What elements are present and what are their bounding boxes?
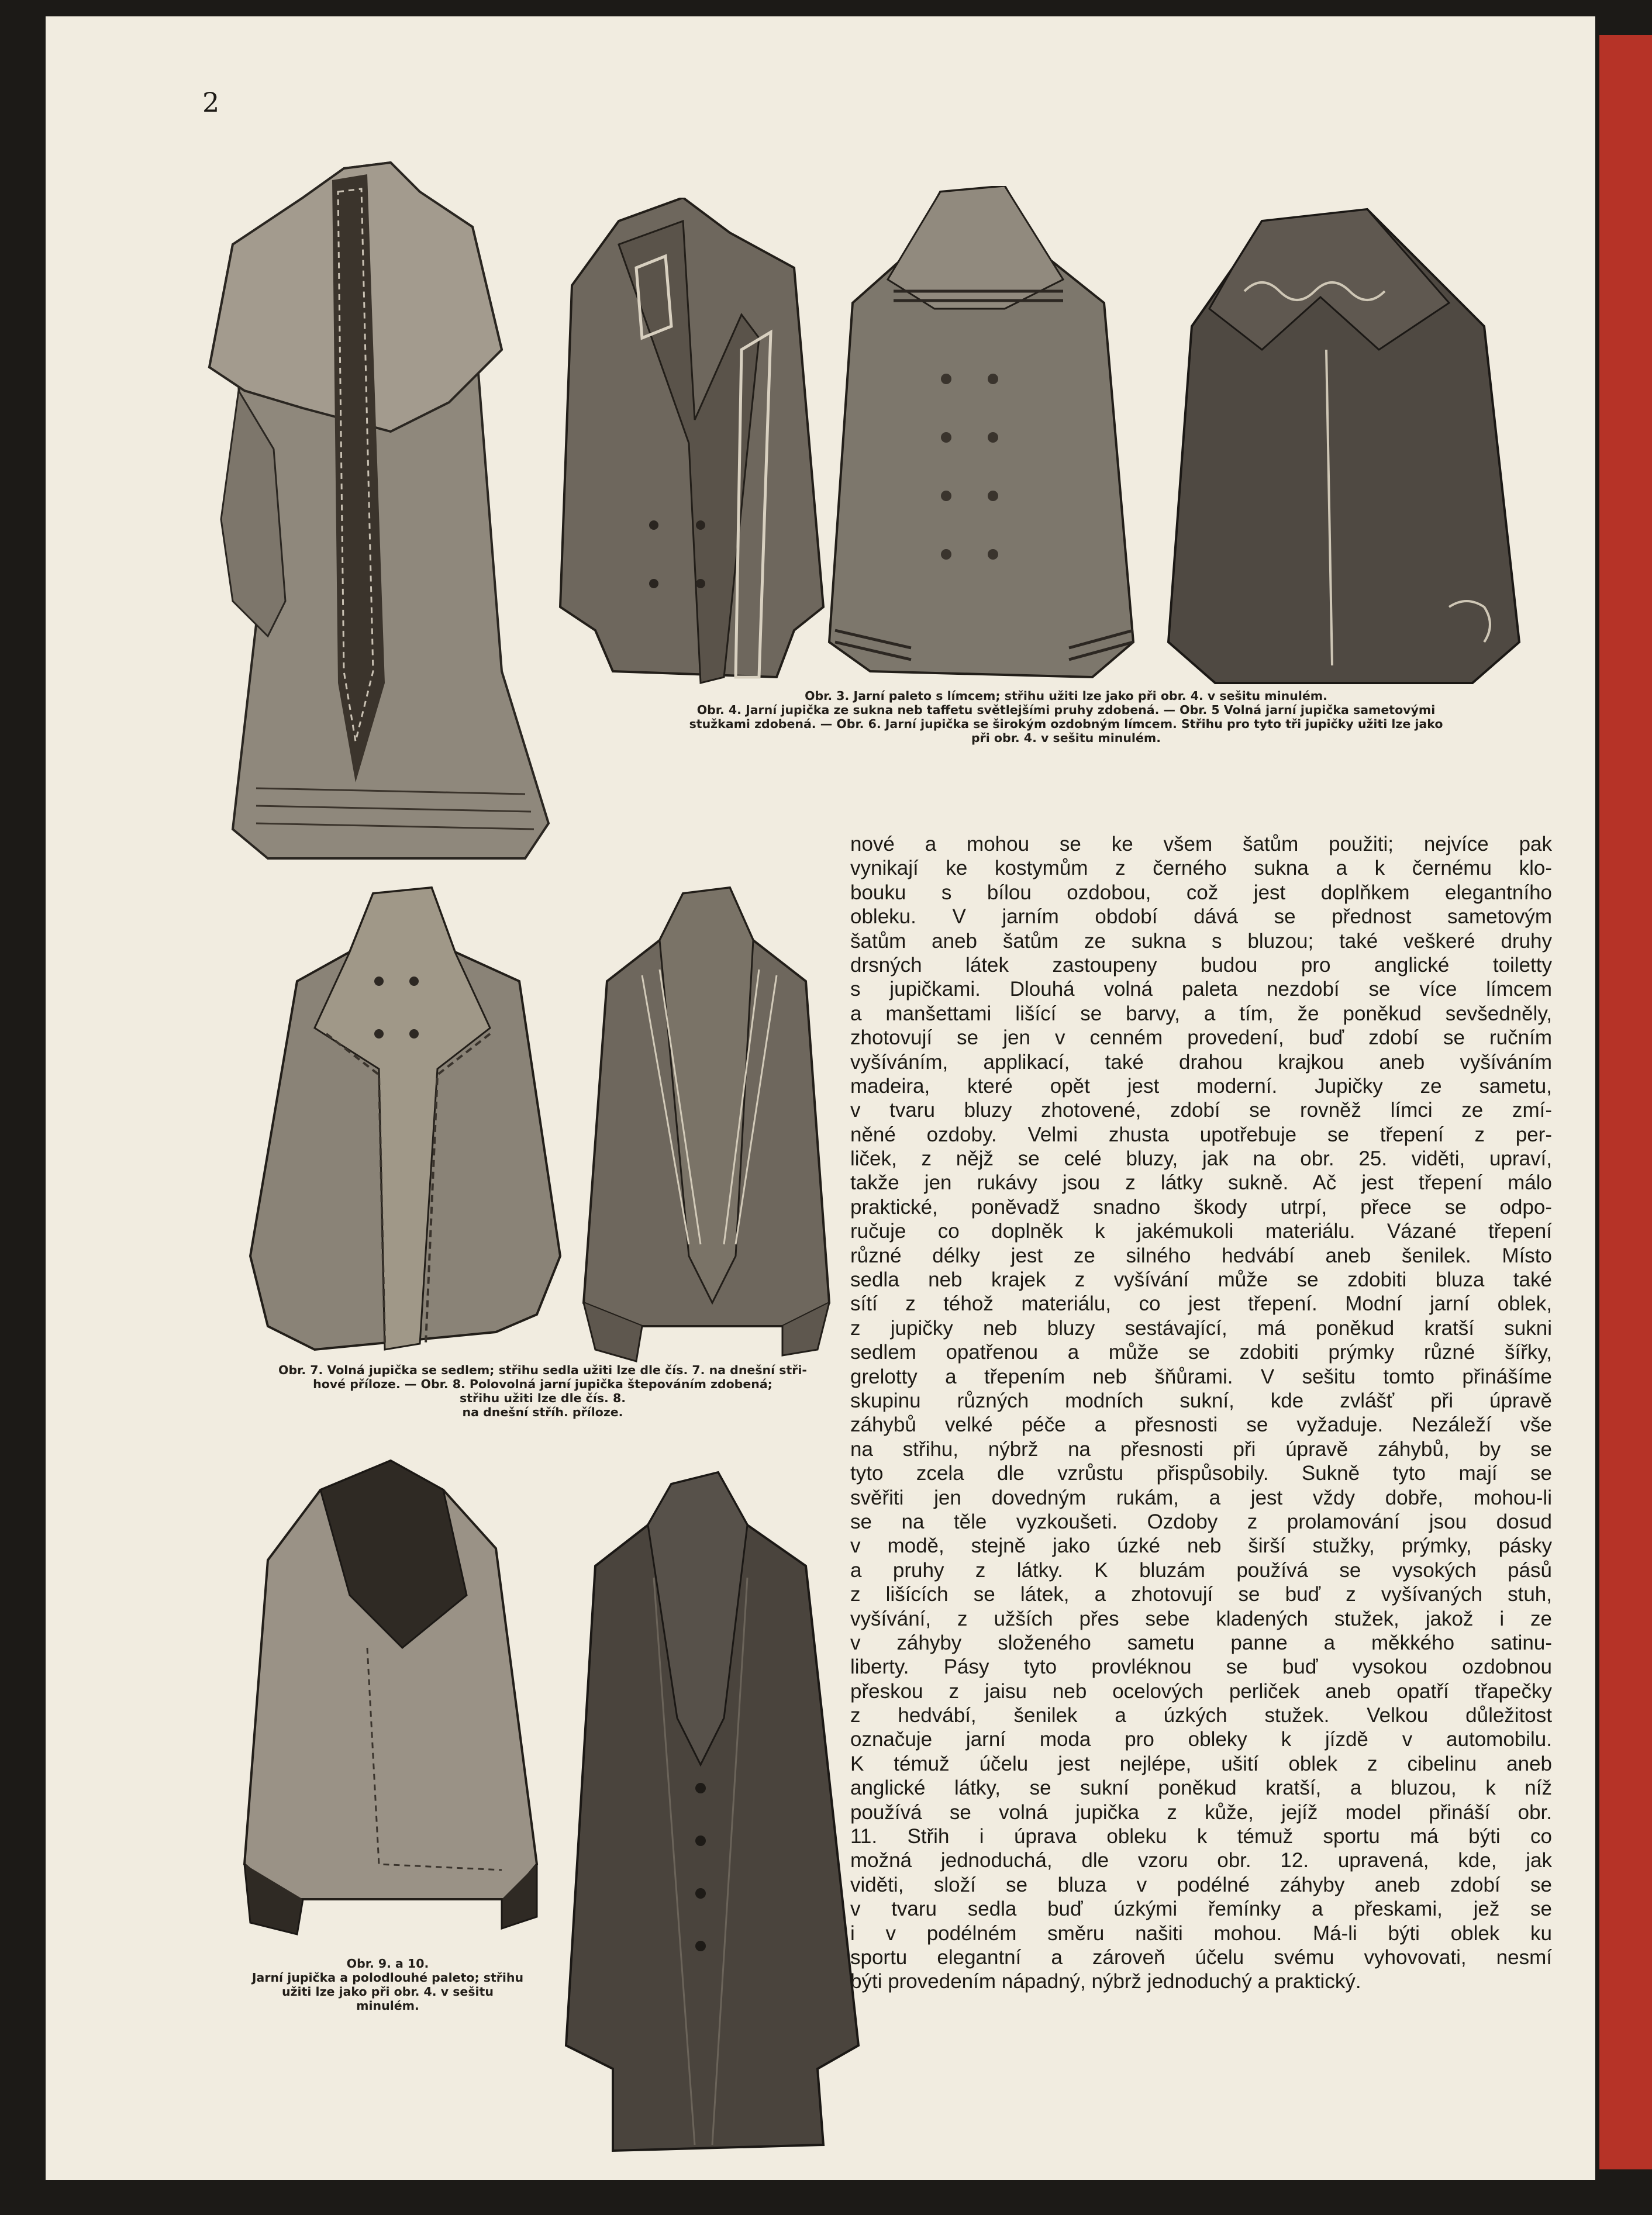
body-line: označuje jarní moda pro obleky k jízdě v automobilu.: [850, 1728, 1552, 1751]
body-line: viděti, složí se bluza v podélné záhyby aneb zdobí se: [850, 1873, 1552, 1896]
body-line: 11. Střih i úprava obleku k témuž sportu má býti co: [850, 1825, 1552, 1848]
body-line: sedla neb krajek z vyšívání může se zdobiti bluza také: [850, 1268, 1552, 1292]
body-line: takže jen rukávy jsou z látky sukně. Ač jest třepení málo: [850, 1171, 1552, 1195]
body-line: drsných látek zastoupeny budou pro anglické toiletty: [850, 953, 1552, 977]
body-line: praktické, poněvadž snadno škody utrpí, přece se odpo-: [850, 1195, 1552, 1219]
figure-5-loose-spring-jacket-velvet-ribbons: [818, 186, 1145, 689]
caption-line: při obr. 4. v sešitu minulém.: [971, 731, 1161, 745]
figure-4-spring-jacket-with-taffeta-stripes: [549, 198, 829, 695]
caption-line: na dnešní stříh. příloze.: [462, 1405, 623, 1419]
body-line: obleku. V jarním období dává se přednost sametovým: [850, 905, 1552, 929]
body-line: v tvaru bluzy zhotovené, zdobí se rovněž límci ze zmí-: [850, 1099, 1552, 1122]
caption-figures-9-and-10: [215, 1957, 560, 2013]
body-line: liberty. Pásy tyto provléknou se buď vysokou ozdobnou: [850, 1655, 1552, 1679]
body-line: bouku s bílou ozdobou, což jest doplňkem elegantního: [850, 881, 1552, 904]
caption-line: Jarní jupička a polodlouhé paleto; střihu: [251, 1971, 524, 1985]
body-line: záhybů velké péče a přesnosti se vyžaduje. Nezáleží vše: [850, 1413, 1552, 1437]
body-line: z jupičky neb bluzy sestávající, má poněkud kratší sukni: [850, 1316, 1552, 1340]
caption-line: stužkami zdobená. — Obr. 6. Jarní jupička se širokým ozdobným límcem. Střihu pro tyto tři jupičky užiti lze jako: [689, 717, 1443, 731]
body-line: anglické látky, se sukní poněkud kratší, a bluzou, k níž: [850, 1776, 1552, 1800]
body-line: se na těle vyzkoušeti. Ozdoby z prolamování jsou dosud: [850, 1510, 1552, 1533]
figure-3-spring-paletot-with-cape-collar: [198, 157, 572, 870]
body-line: šatům aneb šatům ze sukna s bluzou; také veškeré druhy: [850, 929, 1552, 953]
body-line: madeira, které opět jest moderní. Jupičky ze sametu,: [850, 1074, 1552, 1098]
body-line: skupinu různých modních sukní, kde zvlášť při úpravě: [850, 1389, 1552, 1412]
page-number: 2: [202, 87, 220, 118]
body-line: přeskou z jaisu neb ocelových perliček aneb opatří třapečky: [850, 1679, 1552, 1703]
body-line: v tvaru sedla buď úzkými řemínky a přeskami, jež se: [850, 1897, 1552, 1921]
body-line: sítí z téhož materiálu, co jest třepení. Modní jarní oblek,: [850, 1292, 1552, 1316]
body-line: vyšívání, z užších přes sebe kladených stužek, jakož i ze: [850, 1607, 1552, 1630]
caption-line: střihu užiti lze dle čís. 8.: [459, 1391, 626, 1405]
body-line: svěřiti jen dovedným rukám, a jest vždy dobře, mohou-li: [850, 1486, 1552, 1509]
body-line: ručuje co doplněk k jakémukoli materiálu. Vázané třepení: [850, 1220, 1552, 1243]
figure-10-half-length-paletot: [549, 1461, 876, 2162]
body-line: v záhyby složeného sametu panne a měkkého satinu-: [850, 1631, 1552, 1654]
body-line: v modě, stejně jako úzké neb širší stužky, prýmky, pásky: [850, 1534, 1552, 1558]
body-line: tyto zcela dle vzrůstu přispůsobily. Sukně tyto mají se: [850, 1462, 1552, 1485]
body-line: různé délky jest ze silného hedvábí aneb šenilek. Místo: [850, 1244, 1552, 1267]
body-line: něné ozdoby. Velmi zhusta upotřebuje se třepení z per-: [850, 1123, 1552, 1146]
caption-figures-7-and-8: [192, 1363, 894, 1419]
body-line: i v podélném směru našiti mohou. Má-li býti oblek ku: [850, 1921, 1552, 1945]
figure-6-spring-jacket-wide-ornamental-collar: [1145, 198, 1543, 695]
body-line: z hedvábí, šenilek a úzkých stužek. Velkou důležitost: [850, 1704, 1552, 1727]
caption-line: Obr. 7. Volná jupička se sedlem; střihu sedla užiti lze dle čís. 7. na dnešní stři-: [278, 1363, 807, 1377]
body-line: K témuž účelu jest nejlépe, ušití oblek z cibelinu aneb: [850, 1752, 1552, 1775]
magazine-page: [46, 16, 1595, 2180]
body-line: používá se volná jupička z kůže, jejíž model přináší obr.: [850, 1800, 1552, 1824]
caption-line: Obr. 9. a 10.: [346, 1957, 429, 1971]
figure-7-loose-jacket-with-yoke: [244, 882, 572, 1367]
body-line: možná jednoduchá, dle vzoru obr. 12. upravená, kde, jak: [850, 1849, 1552, 1872]
body-line: z lišících se látek, a zhotovují se buď z vyšívaných stuh,: [850, 1583, 1552, 1606]
body-line: vynikají ke kostymům z černého sukna a k černému klo-: [850, 857, 1552, 880]
body-line: liček, z nějž se celé bluzy, jak na obr. 25. viděti, upraví,: [850, 1147, 1552, 1171]
caption-line: Obr. 3. Jarní paleto s límcem; střihu užiti lze jako při obr. 4. v sešitu minulém.: [805, 689, 1327, 703]
body-line: vyšíváním, applikací, také drahou krajkou aneb vyšíváním: [850, 1050, 1552, 1074]
body-line: sportu elegantní a zároveň účelu svému vyhovovati, nesmí: [850, 1945, 1552, 1969]
red-book-edge: [1599, 35, 1652, 2169]
body-line: grelotty a třepením neb šňůrami. V sešitu tomto přinášíme: [850, 1365, 1552, 1388]
body-line: a manšettami lišící se barvy, a tím, že poněkud sevšedněly,: [850, 1002, 1552, 1025]
caption-line: užiti lze jako při obr. 4. v sešitu: [282, 1985, 494, 1999]
figure-9-spring-jacket: [233, 1455, 560, 1946]
caption-line: Obr. 4. Jarní jupička ze sukna neb taffetu světlejšími pruhy zdobená. — Obr. 5 Volná jarní jupička sametovými: [696, 703, 1436, 717]
body-line: zhotovují se jen v cenném provedení, buď zdobí se ručním: [850, 1026, 1552, 1050]
caption-figures-3-to-6: [584, 689, 1548, 745]
body-line: a pruhy z látky. K bluzám používá se vysokých pásů: [850, 1558, 1552, 1582]
body-line: na střihu, nýbrž na přesnosti při úpravě záhybů, by se: [850, 1437, 1552, 1461]
figure-8-half-loose-quilted-jacket: [560, 882, 864, 1373]
body-line: býti provedením nápadný, nýbrž jednoduchý a praktický.: [850, 1970, 1361, 1993]
body-line: nové a mohou se ke všem šatům použiti; nejvíce pak: [850, 833, 1552, 855]
article-body-column: [850, 832, 1552, 1994]
caption-line: minulém.: [356, 1999, 419, 2013]
body-line: sedlem opatřenou a může se zdobiti prýmky různé šířky,: [850, 1341, 1552, 1364]
body-line: s jupičkami. Dlouhá volná paleta nezdobí se více límcem: [850, 978, 1552, 1001]
caption-line: hové příloze. — Obr. 8. Polovolná jarní jupička štepováním zdobená;: [313, 1377, 772, 1391]
